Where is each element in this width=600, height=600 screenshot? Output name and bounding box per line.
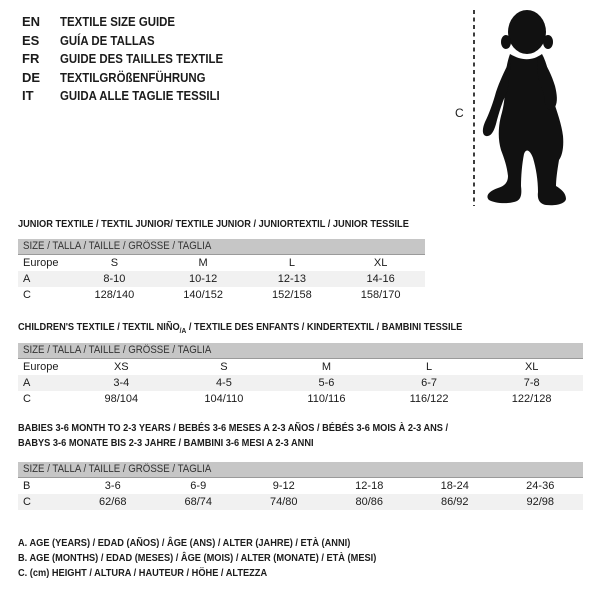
age-cell: 6-7 xyxy=(421,377,438,389)
legend-a-text: A. AGE (YEARS) / EDAD (AÑOS) / ÂGE (ANS) / ALTER (JAHRE) / ETÀ (ANNI) xyxy=(18,537,351,549)
age-cell: 5-6 xyxy=(318,377,335,389)
title-post: / TEXTILE DES ENFANTS / KINDERTEXTIL / BAMBINI TESSILE xyxy=(186,321,463,333)
age-cell: 3-6 xyxy=(104,480,121,492)
junior-size-table xyxy=(18,239,425,303)
row-label: C xyxy=(23,393,31,405)
legend-line-a xyxy=(18,536,425,551)
height-cell: 140/152 xyxy=(183,289,223,301)
height-cell: 104/110 xyxy=(204,393,244,405)
row-label: Europe xyxy=(23,361,59,373)
lang-code: DE xyxy=(22,69,41,85)
table-row-age-months xyxy=(18,478,583,494)
size-header-band xyxy=(18,343,583,359)
size-header-band xyxy=(18,239,425,255)
size-header-text: SIZE / TALLA / TAILLE / GRÖSSE / TAGLIA xyxy=(23,463,212,475)
size-cell: XS xyxy=(113,361,129,373)
size-header-band xyxy=(18,462,583,478)
table-row-age xyxy=(18,375,583,391)
lang-label: GUIDE DES TAILLES TEXTILE xyxy=(60,51,224,66)
row-label: C xyxy=(23,289,31,301)
age-cell: 10-12 xyxy=(189,273,218,285)
age-cell: 18-24 xyxy=(440,480,469,492)
age-cell: 3-4 xyxy=(113,377,130,389)
babies-size-table xyxy=(18,462,583,510)
legend-c-text: C. (cm) HEIGHT / ALTURA / HAUTEUR / HÖHE / ALTEZZA xyxy=(18,567,268,579)
height-cell: 158/170 xyxy=(360,289,401,301)
table-row-height xyxy=(18,494,583,510)
row-label: A xyxy=(23,377,31,389)
height-measure-dashed-line xyxy=(473,10,475,206)
legend-line-b xyxy=(18,551,425,566)
legend-b-text: B. AGE (MONTHS) / EDAD (MESES) / ÂGE (MOIS) / ALTER (MONATE) / ETÀ (MESI) xyxy=(18,552,377,564)
title-line2: BABYS 3-6 MONATE BIS 2-3 JAHRE / BAMBINI 3-6 MESI A 2-3 ANNI xyxy=(18,437,314,449)
lang-row-fr xyxy=(22,50,245,69)
height-cell: 98/104 xyxy=(104,393,139,405)
title-pre: CHILDREN'S TEXTILE / TEXTIL NIÑO xyxy=(18,321,180,333)
lang-code: FR xyxy=(22,51,40,66)
age-cell: 9-12 xyxy=(272,480,295,492)
size-cell: S xyxy=(220,361,228,373)
table-row-height xyxy=(18,287,425,303)
height-cell: 62/68 xyxy=(98,496,127,508)
height-cell: 122/128 xyxy=(511,393,552,405)
lang-label: GUIDA ALLE TAGLIE TESSILI xyxy=(60,88,220,103)
age-cell: 12-18 xyxy=(355,480,384,492)
section-title-children-text xyxy=(18,320,462,338)
lang-code: IT xyxy=(22,88,34,103)
age-cell: 7-8 xyxy=(523,377,540,389)
measure-label-c: C xyxy=(455,106,464,120)
lang-row-es xyxy=(22,32,245,51)
height-cell: 128/140 xyxy=(94,289,135,301)
size-header-text: SIZE / TALLA / TAILLE / GRÖSSE / TAGLIA xyxy=(23,240,212,252)
height-cell: 86/92 xyxy=(440,496,469,508)
table-row-europe xyxy=(18,255,425,271)
section-title-babies xyxy=(18,421,507,451)
lang-label: TEXTILGRÖßENFÜHRUNG xyxy=(60,69,206,85)
section-title-children xyxy=(18,320,523,338)
legend-line-c xyxy=(18,566,425,581)
lang-code: EN xyxy=(22,14,41,29)
size-cell: M xyxy=(198,257,208,269)
size-cell: M xyxy=(321,361,332,373)
height-cell: 74/80 xyxy=(269,496,298,508)
row-label: B xyxy=(23,480,31,492)
toddler-silhouette-image xyxy=(480,0,600,215)
age-cell: 12-13 xyxy=(277,273,306,285)
height-cell: 116/122 xyxy=(409,393,449,405)
age-cell: 4-5 xyxy=(215,377,232,389)
lang-label: TEXTILE SIZE GUIDE xyxy=(60,14,176,29)
section-title-junior xyxy=(18,217,462,232)
size-cell: L xyxy=(426,361,433,373)
size-cell: XL xyxy=(373,257,388,269)
size-cell: S xyxy=(110,257,119,269)
row-label: C xyxy=(23,496,31,508)
title-sub: /A xyxy=(179,326,187,336)
row-label: A xyxy=(23,273,31,285)
height-cell: 110/116 xyxy=(307,393,346,405)
age-cell: 8-10 xyxy=(103,273,126,285)
lang-row-en xyxy=(22,13,245,32)
lang-label: GUÍA DE TALLAS xyxy=(60,32,155,48)
section-title-junior-text: JUNIOR TEXTILE / TEXTIL JUNIOR/ TEXTILE JUNIOR / JUNIORTEXTIL / JUNIOR TESSILE xyxy=(18,218,409,230)
age-cell: 6-9 xyxy=(190,480,207,492)
measurement-legend xyxy=(18,536,425,581)
children-size-table xyxy=(18,343,583,407)
size-cell: L xyxy=(288,257,295,269)
size-header-text: SIZE / TALLA / TAILLE / GRÖSSE / TAGLIA xyxy=(23,344,212,356)
lang-code: ES xyxy=(22,32,40,48)
table-row-height xyxy=(18,391,583,407)
height-cell: 68/74 xyxy=(184,496,213,508)
table-row-age xyxy=(18,271,425,287)
lang-row-it xyxy=(22,87,245,106)
row-label: Europe xyxy=(23,257,59,269)
size-cell: XL xyxy=(524,361,539,373)
lang-row-de xyxy=(22,69,245,88)
height-cell: 92/98 xyxy=(526,496,555,508)
height-cell: 152/158 xyxy=(271,289,312,301)
title-line1: BABIES 3-6 MONTH TO 2-3 YEARS / BEBÉS 3-6 MESES A 2-3 AÑOS / BÉBÉS 3-6 MOIS À 2-3 ANS / xyxy=(18,422,449,434)
language-list xyxy=(22,13,245,106)
table-row-europe xyxy=(18,359,583,375)
age-cell: 24-36 xyxy=(526,480,555,492)
age-cell: 14-16 xyxy=(366,273,395,285)
height-cell: 80/86 xyxy=(355,496,384,508)
